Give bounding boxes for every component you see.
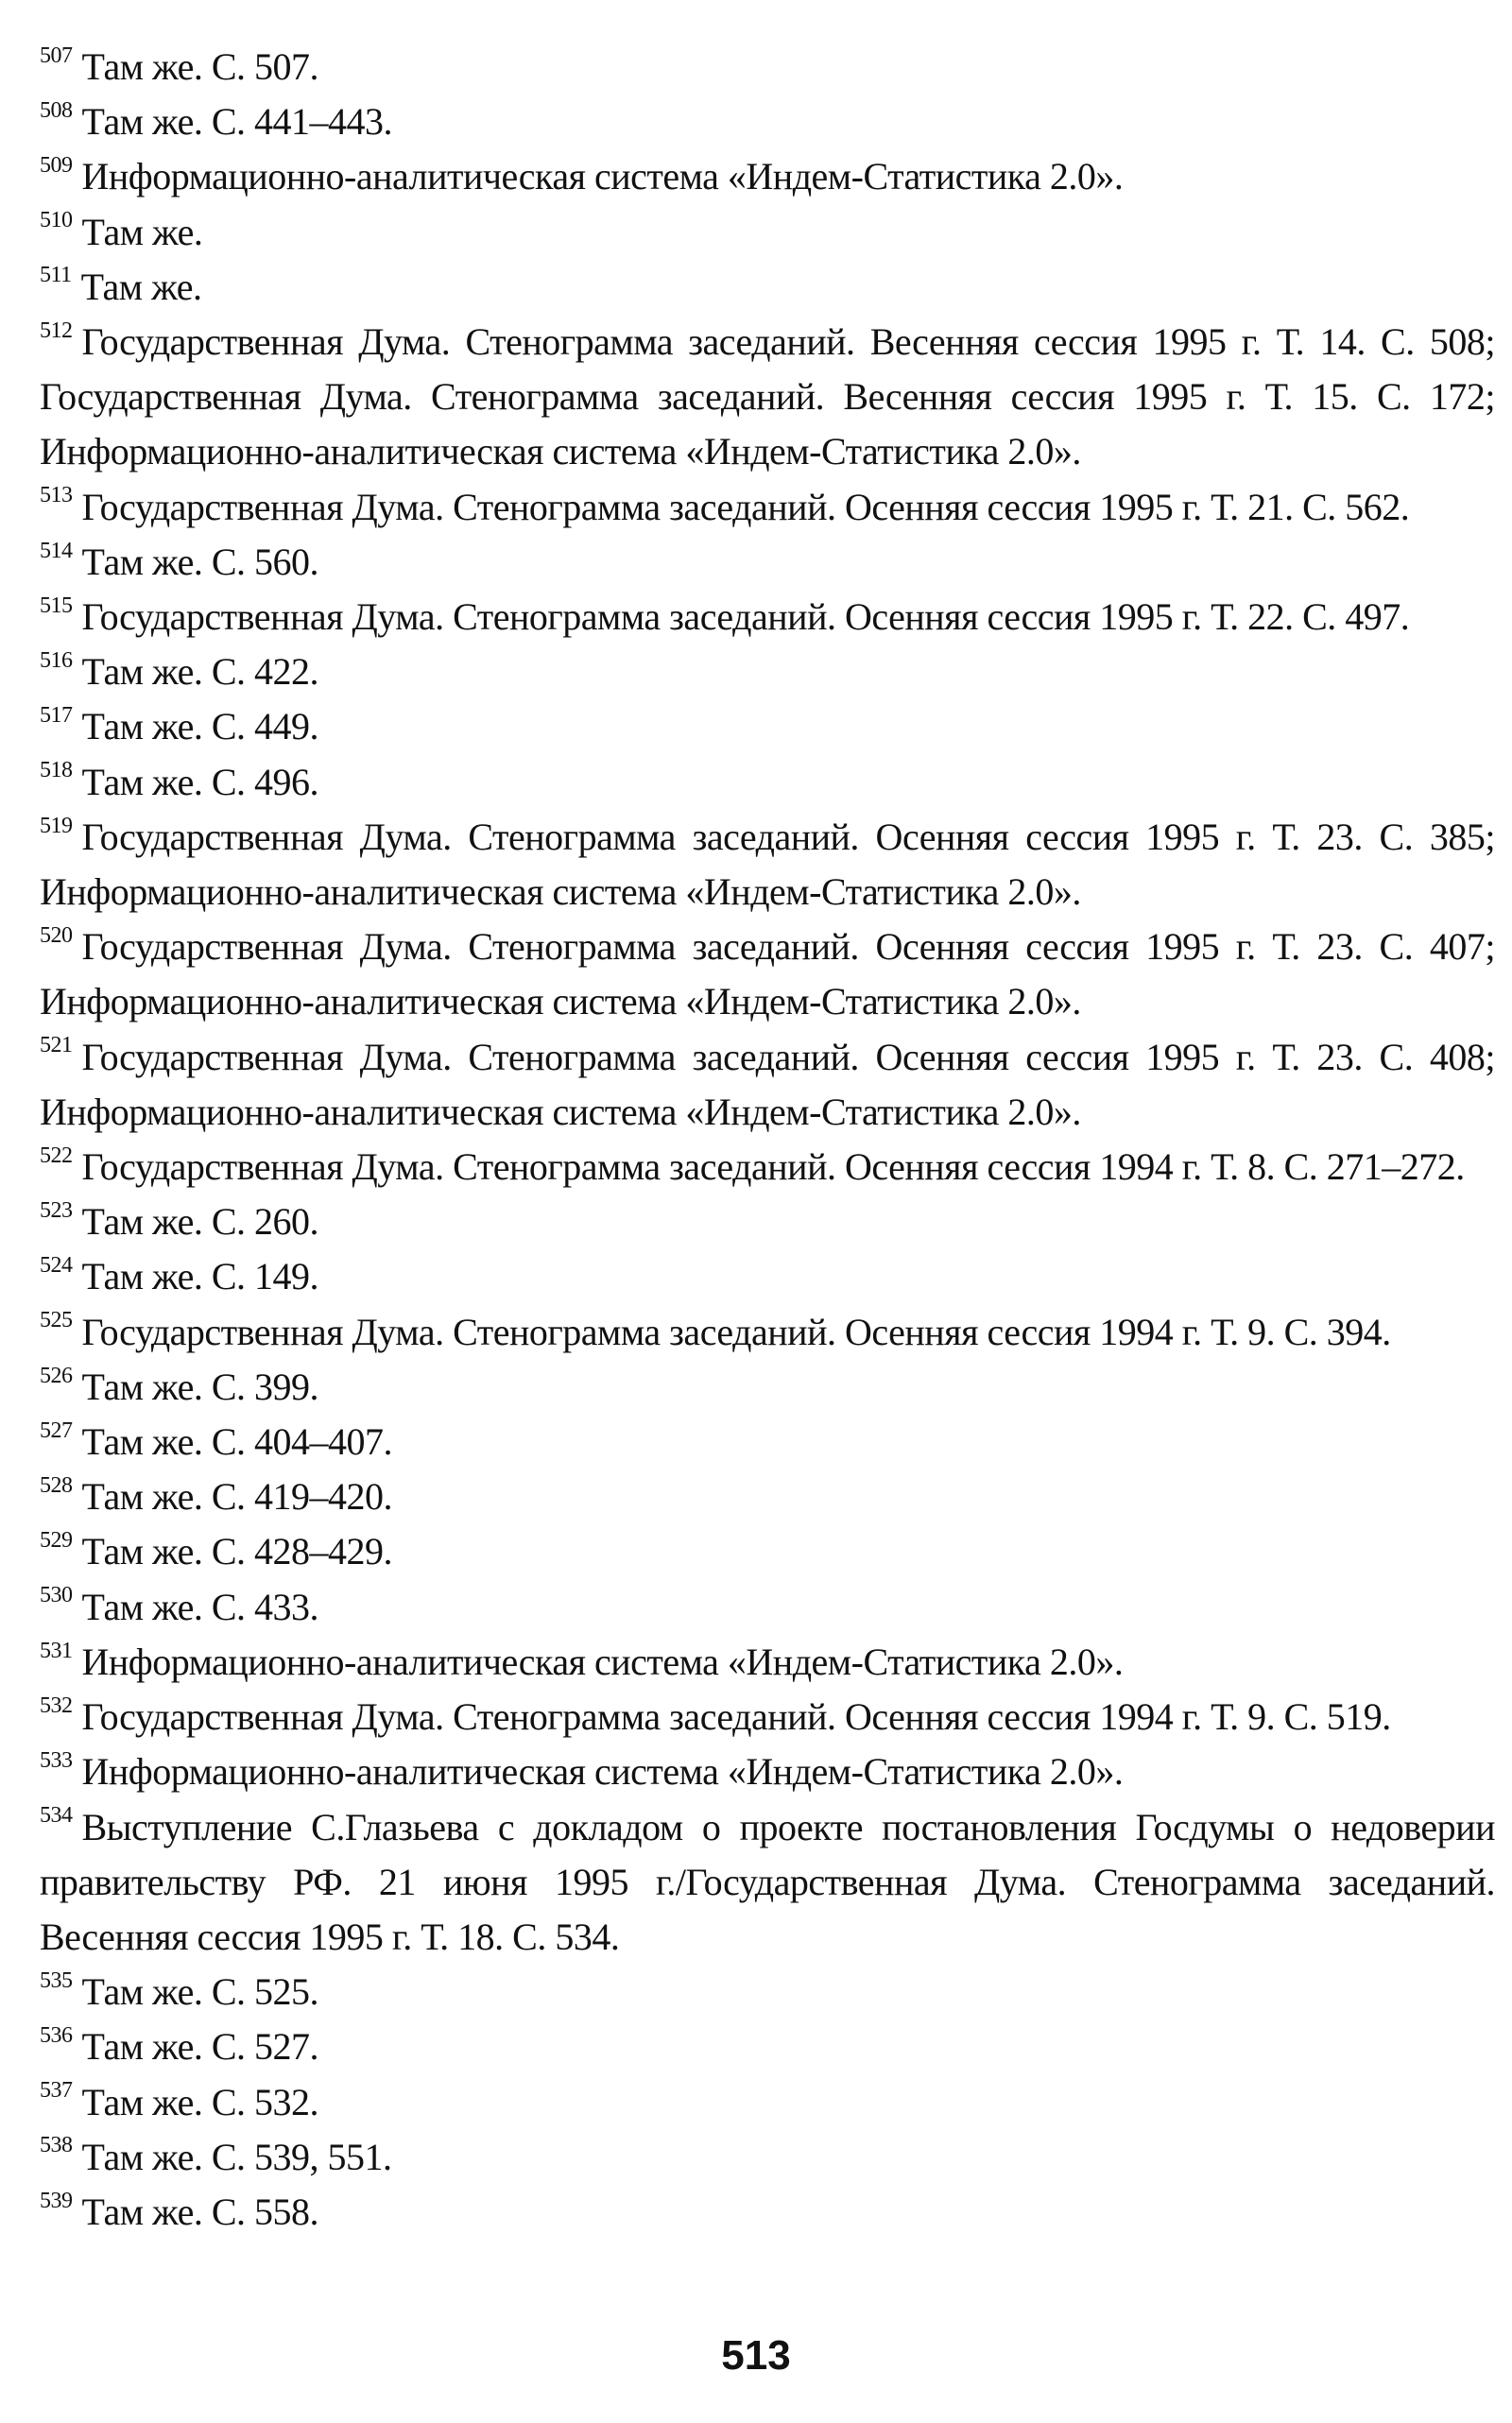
footnote-number: 529 bbox=[40, 1528, 73, 1554]
footnote-number: 537 bbox=[40, 2078, 73, 2104]
footnote-number: 531 bbox=[40, 1638, 73, 1663]
footnote-507 bbox=[40, 40, 1495, 95]
footnote-523 bbox=[40, 1194, 1495, 1249]
footnote-number: 527 bbox=[40, 1418, 73, 1443]
footnote-number: 512 bbox=[40, 318, 73, 343]
footnote-511 bbox=[40, 260, 1495, 315]
footnote-text: Там же. С. 260. bbox=[81, 1200, 319, 1244]
footnote-518 bbox=[40, 755, 1495, 810]
footnote-text: Государственная Дума. Стенограмма заседаний. Осенняя сессия 1994 г. Т. 8. С. 271–272. bbox=[81, 1145, 1465, 1189]
footnote-number: 536 bbox=[40, 2022, 73, 2048]
footnote-number: 526 bbox=[40, 1363, 73, 1388]
footnote-528 bbox=[40, 1469, 1495, 1524]
footnote-539 bbox=[40, 2185, 1495, 2240]
footnote-538 bbox=[40, 2130, 1495, 2185]
footnote-508 bbox=[40, 95, 1495, 149]
footnote-number: 514 bbox=[40, 538, 73, 563]
footnote-509 bbox=[40, 149, 1495, 204]
footnote-532 bbox=[40, 1690, 1495, 1744]
footnote-text: Там же. С. 496. bbox=[81, 760, 319, 803]
footnote-text: Там же. С. 149. bbox=[81, 1255, 319, 1298]
footnote-number: 515 bbox=[40, 593, 73, 618]
footnote-text: Там же. С. 560. bbox=[81, 540, 319, 583]
footnote-text: Государственная Дума. Стенограмма заседаний. Весенняя сессия 1995 г. Т. 14. С. 508; Государственная Дума. Стенограмма заседаний. Весенняя сессия 1995 г. Т. 15. С. 172; Информационно-аналитическая система «Индем-Статистика 2.0». bbox=[40, 320, 1495, 473]
footnote-number: 524 bbox=[40, 1253, 73, 1279]
footnote-514 bbox=[40, 535, 1495, 590]
footnote-number: 533 bbox=[40, 1747, 73, 1773]
footnote-text: Государственная Дума. Стенограмма заседаний. Осенняя сессия 1995 г. Т. 23. С. 407; Информационно-аналитическая система «Индем-Статистика 2.0». bbox=[40, 925, 1495, 1023]
footnote-text: Там же. С. 539, 551. bbox=[81, 2135, 392, 2178]
footnote-number: 510 bbox=[40, 208, 73, 233]
footnote-number: 521 bbox=[40, 1033, 73, 1058]
footnote-text: Государственная Дума. Стенограмма заседаний. Осенняя сессия 1995 г. Т. 23. С. 385; Информационно-аналитическая система «Индем-Статистика 2.0». bbox=[40, 815, 1495, 914]
footnote-text: Там же. С. 399. bbox=[81, 1365, 319, 1408]
footnote-text: Информационно-аналитическая система «Индем-Статистика 2.0». bbox=[81, 155, 1124, 198]
footnote-text: Государственная Дума. Стенограмма заседаний. Осенняя сессия 1994 г. Т. 9. С. 519. bbox=[81, 1695, 1391, 1739]
footnote-number: 519 bbox=[40, 813, 73, 838]
footnote-number: 508 bbox=[40, 97, 73, 123]
footnote-529 bbox=[40, 1524, 1495, 1579]
footnote-510 bbox=[40, 205, 1495, 260]
page-number: 513 bbox=[721, 2332, 791, 2379]
footnote-text: Там же. С. 558. bbox=[81, 2190, 319, 2233]
footnote-text: Информационно-аналитическая система «Индем-Статистика 2.0». bbox=[81, 1750, 1124, 1794]
footnote-text: Там же. С. 532. bbox=[81, 2080, 319, 2123]
footnote-522 bbox=[40, 1140, 1495, 1194]
footnote-text: Там же. С. 525. bbox=[81, 1970, 319, 2014]
footnote-text: Там же. bbox=[80, 265, 202, 308]
footnote-number: 523 bbox=[40, 1197, 73, 1223]
footnote-number: 513 bbox=[40, 483, 73, 508]
footnote-text: Там же. bbox=[81, 210, 203, 253]
footnote-number: 509 bbox=[40, 153, 73, 179]
footnote-text: Государственная Дума. Стенограмма заседаний. Осенняя сессия 1994 г. Т. 9. С. 394. bbox=[81, 1310, 1391, 1353]
footnote-text: Там же. С. 433. bbox=[81, 1585, 319, 1628]
footnote-515 bbox=[40, 590, 1495, 644]
footnote-text: Там же. С. 527. bbox=[81, 2025, 319, 2069]
footnote-537 bbox=[40, 2075, 1495, 2130]
footnotes-list bbox=[40, 40, 1495, 2240]
footnote-530 bbox=[40, 1580, 1495, 1635]
footnote-number: 528 bbox=[40, 1472, 73, 1498]
footnote-517 bbox=[40, 699, 1495, 754]
footnote-534 bbox=[40, 1800, 1495, 1966]
footnote-number: 516 bbox=[40, 647, 73, 673]
footnote-text: Государственная Дума. Стенограмма заседаний. Осенняя сессия 1995 г. Т. 23. С. 408; Информационно-аналитическая система «Индем-Статистика 2.0». bbox=[40, 1035, 1495, 1133]
footnote-text: Там же. С. 422. bbox=[81, 650, 319, 694]
footnote-number: 539 bbox=[40, 2188, 73, 2213]
footnote-533 bbox=[40, 1744, 1495, 1799]
footnote-text: Выступление С.Глазьева с докладом о проекте постановления Госдумы о недоверии правительству РФ. 21 июня 1995 г./Государственная Дума. Стенограмма заседаний. Весенняя сессия 1995 г. Т. 18. С. 534. bbox=[40, 1805, 1495, 1958]
footnote-531 bbox=[40, 1635, 1495, 1690]
footnote-text: Государственная Дума. Стенограмма заседаний. Осенняя сессия 1995 г. Т. 21. С. 562. bbox=[81, 485, 1410, 528]
footnote-520 bbox=[40, 919, 1495, 1029]
footnote-text: Государственная Дума. Стенограмма заседаний. Осенняя сессия 1995 г. Т. 22. С. 497. bbox=[81, 595, 1410, 639]
footnote-number: 534 bbox=[40, 1803, 73, 1829]
footnote-526 bbox=[40, 1360, 1495, 1415]
footnote-number: 530 bbox=[40, 1583, 73, 1608]
footnote-521 bbox=[40, 1030, 1495, 1140]
footnote-number: 520 bbox=[40, 922, 73, 948]
footnote-text: Там же. С. 419–420. bbox=[81, 1475, 393, 1519]
footnote-527 bbox=[40, 1415, 1495, 1469]
footnote-number: 507 bbox=[40, 43, 73, 68]
footnote-535 bbox=[40, 1965, 1495, 2019]
footnote-number: 511 bbox=[40, 263, 72, 288]
footnote-number: 517 bbox=[40, 703, 73, 729]
footnote-number: 535 bbox=[40, 1968, 73, 1993]
footnote-513 bbox=[40, 480, 1495, 535]
footnote-text: Там же. С. 449. bbox=[81, 705, 319, 748]
footnote-number: 532 bbox=[40, 1693, 73, 1718]
footnote-text: Информационно-аналитическая система «Индем-Статистика 2.0». bbox=[81, 1640, 1124, 1683]
footnote-text: Там же. С. 441–443. bbox=[81, 100, 393, 144]
footnote-text: Там же. С. 428–429. bbox=[81, 1530, 393, 1573]
footnote-number: 525 bbox=[40, 1308, 73, 1333]
footnote-525 bbox=[40, 1305, 1495, 1360]
footnote-519 bbox=[40, 810, 1495, 919]
footnote-number: 522 bbox=[40, 1143, 73, 1168]
footnote-536 bbox=[40, 2019, 1495, 2074]
footnote-516 bbox=[40, 644, 1495, 699]
footnote-524 bbox=[40, 1249, 1495, 1304]
footnote-text: Там же. С. 404–407. bbox=[81, 1420, 393, 1464]
footnote-512 bbox=[40, 315, 1495, 480]
footnote-text: Там же. С. 507. bbox=[81, 45, 319, 88]
footnote-number: 518 bbox=[40, 758, 73, 783]
footnote-number: 538 bbox=[40, 2133, 73, 2158]
